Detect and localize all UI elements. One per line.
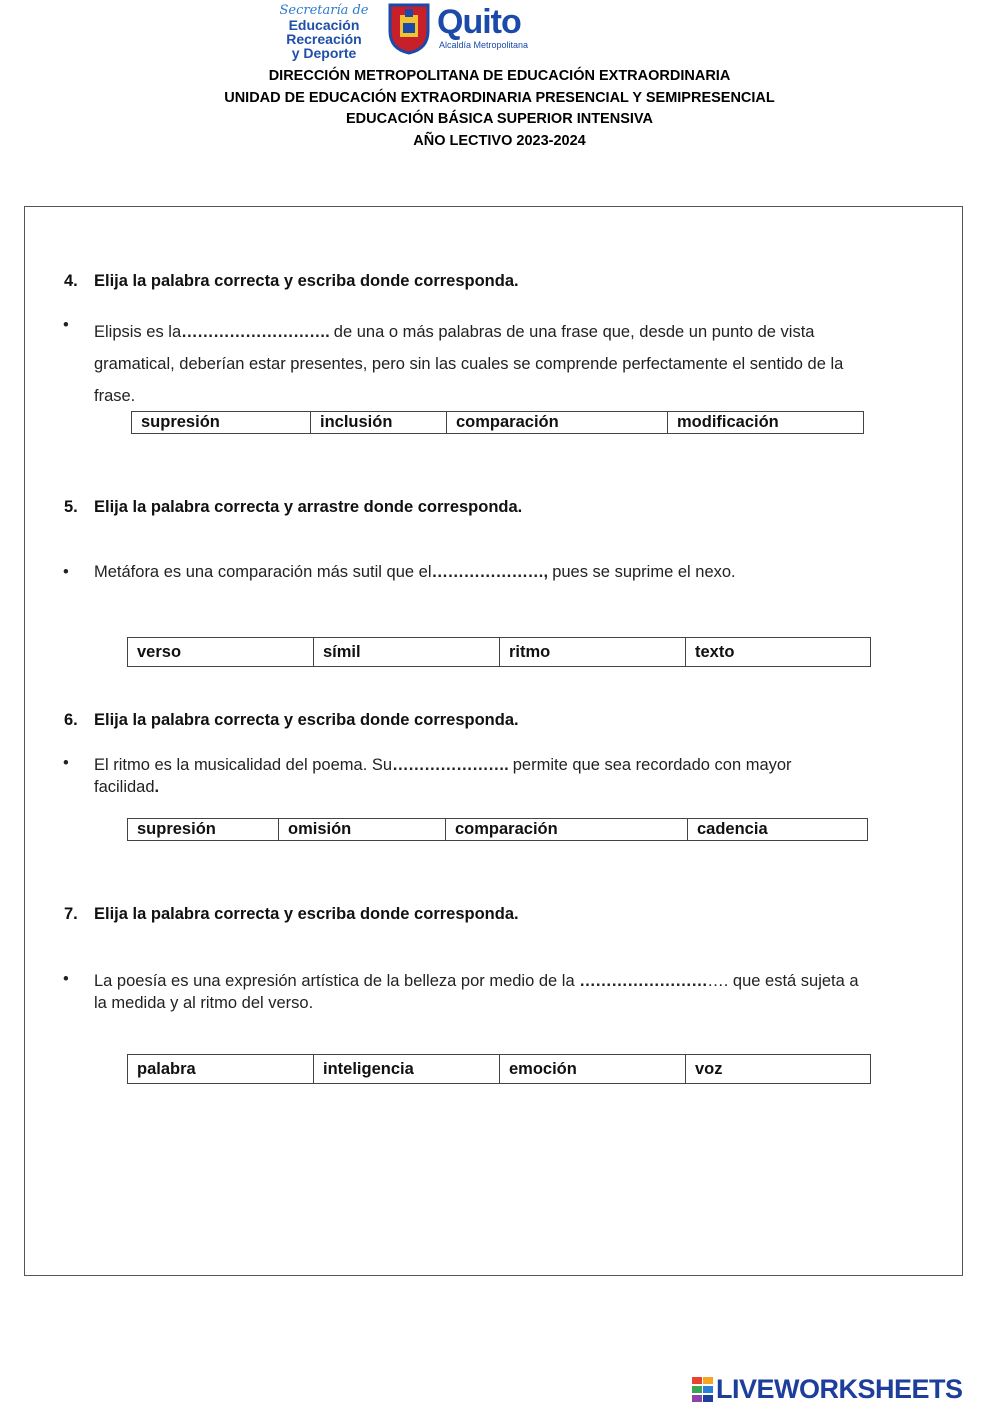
option-cadencia[interactable]: cadencia <box>688 819 868 841</box>
liveworksheets-logo-icon <box>692 1377 714 1403</box>
question-4-title: 4. Elija la palabra correcta y escriba donde corresponda. <box>64 272 519 290</box>
question-6-options <box>127 818 868 841</box>
option-voz[interactable]: voz <box>686 1055 871 1084</box>
liveworksheets-footer <box>690 1373 990 1405</box>
bullet-icon: • <box>63 563 69 581</box>
question-5-title: 5. Elija la palabra correcta y arrastre donde corresponda. <box>64 498 523 516</box>
option-comparacion[interactable]: comparación <box>446 819 688 841</box>
logo-bar <box>0 0 999 62</box>
question-7-text: La poesía es una expresión artística de la belleza por medio de la ………………………. que está sujeta a la medida y al ritmo del verso. <box>94 972 859 1012</box>
option-simil[interactable]: símil <box>314 638 500 667</box>
question-7-title: 7. Elija la palabra correcta y escriba donde corresponda. <box>64 905 519 923</box>
question-6-text: El ritmo es la musicalidad del poema. Su…………………. permite que sea recordado con mayor facilidad. <box>94 756 792 796</box>
option-ritmo[interactable]: ritmo <box>500 638 686 667</box>
option-comparacion[interactable]: comparación <box>447 412 668 434</box>
bullet-icon: • <box>63 316 69 334</box>
header-line-4: AÑO LECTIVO 2023-2024 <box>413 132 586 149</box>
option-texto[interactable]: texto <box>686 638 871 667</box>
question-5-blank[interactable]: …………………, <box>431 563 548 581</box>
question-7-blank[interactable]: …………………… <box>579 972 708 990</box>
option-palabra[interactable]: palabra <box>128 1055 314 1084</box>
option-verso[interactable]: verso <box>128 638 314 667</box>
quito-wordmark: Quito <box>437 3 521 41</box>
question-6-title: 6. Elija la palabra correcta y escriba donde corresponda. <box>64 711 519 729</box>
quito-shield-icon <box>386 1 432 55</box>
liveworksheets-brand[interactable]: LIVEWORKSHEETS <box>716 1374 963 1404</box>
bullet-icon: • <box>63 970 69 988</box>
quito-subtitle: Alcaldía Metropolitana <box>439 40 529 50</box>
question-5-text: Metáfora es una comparación más sutil que el…………………, pues se suprime el nexo. <box>94 563 736 581</box>
question-6-blank[interactable]: …………………. <box>392 756 509 774</box>
option-supresion[interactable]: supresión <box>132 412 311 434</box>
option-omision[interactable]: omisión <box>279 819 446 841</box>
option-supresion[interactable]: supresión <box>128 819 279 841</box>
option-modificacion[interactable]: modificación <box>668 412 864 434</box>
question-4-blank[interactable]: ………………………. <box>181 323 330 341</box>
question-7-options <box>127 1054 871 1084</box>
question-4-options <box>131 411 864 434</box>
bullet-icon: • <box>63 754 69 772</box>
option-inteligencia[interactable]: inteligencia <box>314 1055 500 1084</box>
secretaria-logo: Secretaría de Educación Recreación y Deporte <box>279 3 369 61</box>
header-line-1: DIRECCIÓN METROPOLITANA DE EDUCACIÓN EXTRAORDINARIA <box>268 68 731 84</box>
question-4-text: Elipsis es la………………………. de una o más palabras de una frase que, desde un punto de vista gramatical, deberían estar presentes, pero sin las cuales se comprende perfectamente el sentido de la frase. <box>94 323 844 405</box>
header-line-3: EDUCACIÓN BÁSICA SUPERIOR INTENSIVA <box>346 111 653 127</box>
document-header <box>0 66 999 152</box>
option-emocion[interactable]: emoción <box>500 1055 686 1084</box>
header-line-2: UNIDAD DE EDUCACIÓN EXTRAORDINARIA PRESENCIAL Y SEMIPRESENCIAL <box>224 89 775 106</box>
question-5-options <box>127 637 871 667</box>
option-inclusion[interactable]: inclusión <box>311 412 447 434</box>
